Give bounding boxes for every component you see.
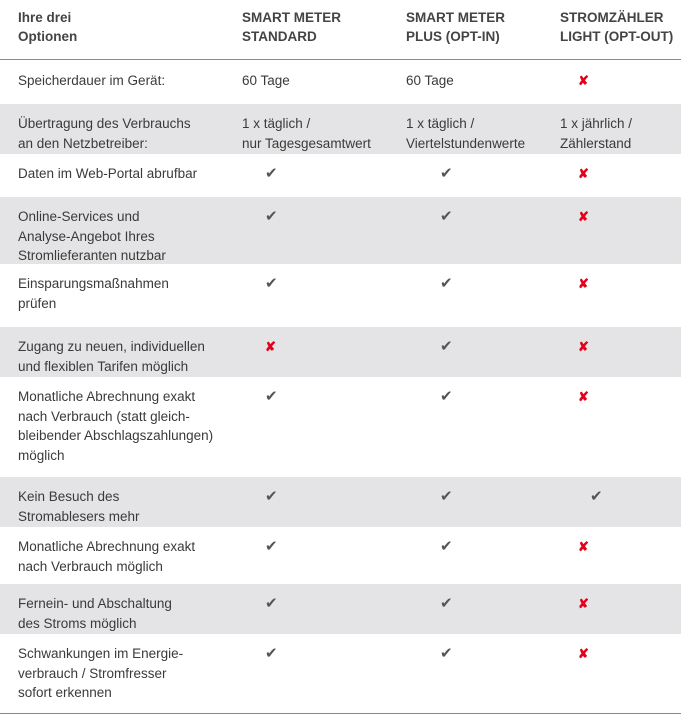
row-label: Einsparungsmaßnahmen prüfen bbox=[18, 276, 169, 311]
cross-icon: ✘ bbox=[578, 209, 589, 224]
table-row bbox=[0, 154, 681, 197]
table-row bbox=[0, 527, 681, 584]
row-label: Monatliche Abrechnung exakt nach Verbrauch möglich bbox=[18, 539, 196, 574]
checkmark-icon: ✔ bbox=[265, 538, 278, 555]
checkmark-icon: ✔ bbox=[440, 165, 453, 182]
cross-icon: ✘ bbox=[578, 339, 589, 354]
header-stromzaehler-light: STROMZÄHLER LIGHT (OPT-OUT) bbox=[560, 10, 674, 44]
checkmark-icon: ✔ bbox=[265, 488, 278, 505]
header-smart-meter-plus: SMART METER PLUS (OPT-IN) bbox=[406, 10, 505, 44]
table-row bbox=[0, 104, 681, 154]
row-label: Zugang zu neuen, individuellen und flexiblen Tarifen möglich bbox=[18, 339, 205, 374]
cell-standard: 60 Tage bbox=[242, 73, 290, 88]
row-label: Schwankungen im Energie- verbrauch / Stromfresser sofort erkennen bbox=[18, 646, 184, 700]
row-label: Online-Services und Analyse-Angebot Ihres Stromlieferanten nutzbar bbox=[18, 209, 166, 263]
table-row bbox=[0, 584, 681, 634]
cell-standard: 1 x täglich / nur Tagesgesamtwert bbox=[242, 116, 371, 151]
row-label: Daten im Web-Portal abrufbar bbox=[18, 166, 198, 181]
cross-icon: ✘ bbox=[578, 389, 589, 404]
header-divider bbox=[0, 59, 681, 60]
checkmark-icon: ✔ bbox=[265, 275, 278, 292]
checkmark-icon: ✔ bbox=[265, 165, 278, 182]
row-label: Übertragung des Verbrauchs an den Netzbetreiber: bbox=[18, 116, 191, 151]
checkmark-icon: ✔ bbox=[265, 645, 278, 662]
checkmark-icon: ✔ bbox=[440, 275, 453, 292]
checkmark-icon: ✔ bbox=[440, 388, 453, 405]
checkmark-icon: ✔ bbox=[440, 645, 453, 662]
row-label: Fernein- und Abschaltung des Stroms möglich bbox=[18, 596, 172, 631]
cross-icon: ✘ bbox=[578, 596, 589, 611]
table-header bbox=[0, 8, 681, 58]
checkmark-icon: ✔ bbox=[440, 595, 453, 612]
cross-icon: ✘ bbox=[578, 166, 589, 181]
table-row bbox=[0, 377, 681, 477]
cross-icon: ✘ bbox=[578, 276, 589, 291]
checkmark-icon: ✔ bbox=[440, 538, 453, 555]
checkmark-icon: ✔ bbox=[265, 595, 278, 612]
checkmark-icon: ✔ bbox=[590, 488, 603, 505]
table-row bbox=[0, 264, 681, 327]
table-row bbox=[0, 197, 681, 264]
checkmark-icon: ✔ bbox=[440, 208, 453, 225]
table-row bbox=[0, 61, 681, 104]
cell-light: 1 x jährlich / Zählerstand bbox=[560, 116, 633, 151]
row-label: Monatliche Abrechnung exakt nach Verbrauch (statt gleich- bleibender Abschlagszahlungen) möglich bbox=[18, 389, 214, 463]
checkmark-icon: ✔ bbox=[265, 388, 278, 405]
table-row bbox=[0, 477, 681, 527]
cell-plus: 60 Tage bbox=[406, 73, 454, 88]
header-options: Ihre drei Optionen bbox=[18, 10, 78, 44]
checkmark-icon: ✔ bbox=[440, 488, 453, 505]
header-smart-meter-standard: SMART METER STANDARD bbox=[242, 10, 341, 44]
cell-plus: 1 x täglich / Viertelstundenwerte bbox=[406, 116, 526, 151]
checkmark-icon: ✔ bbox=[440, 338, 453, 355]
row-label: Speicherdauer im Gerät: bbox=[18, 73, 166, 88]
table-row bbox=[0, 327, 681, 377]
row-label: Kein Besuch des Stromablesers mehr bbox=[18, 489, 140, 524]
cross-icon: ✘ bbox=[578, 73, 589, 88]
bottom-divider bbox=[0, 713, 681, 714]
cross-icon: ✘ bbox=[578, 646, 589, 661]
cross-icon: ✘ bbox=[265, 339, 276, 354]
checkmark-icon: ✔ bbox=[265, 208, 278, 225]
cross-icon: ✘ bbox=[578, 539, 589, 554]
table-row bbox=[0, 634, 681, 713]
